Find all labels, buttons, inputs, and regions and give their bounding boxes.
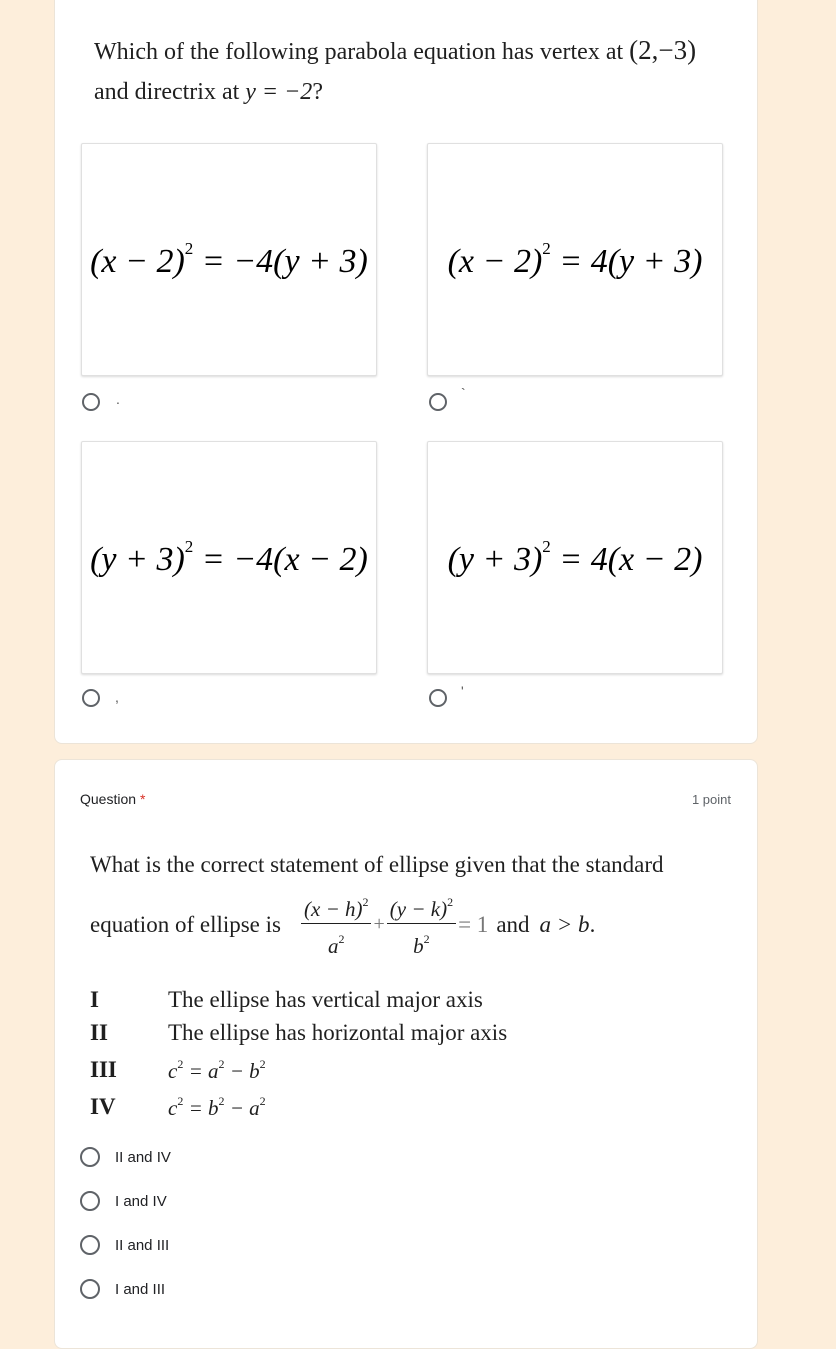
choice-radio[interactable]: [80, 1279, 100, 1299]
choice-radio[interactable]: [80, 1235, 100, 1255]
option-caption-3: ,: [115, 689, 119, 705]
choice-option[interactable]: I and IV: [80, 1190, 167, 1212]
fraction-y-term: $\frac{(y - k)^2}{b^2}$: [387, 888, 456, 961]
option-radio-2[interactable]: [429, 393, 447, 411]
equation-1: $(x - 2)^2 = -4(y + 3)$: [90, 238, 368, 280]
question-text-line2: and directrix at y = −2?: [94, 79, 323, 105]
directrix-value: y = −2: [245, 79, 313, 105]
choice-option[interactable]: I and III: [80, 1278, 165, 1300]
question-title: Question *: [80, 791, 146, 807]
option-radio-4[interactable]: [429, 689, 447, 707]
points-label: 1 point: [691, 792, 731, 807]
choice-option[interactable]: II and IV: [80, 1146, 171, 1168]
option-radio-3[interactable]: [82, 689, 100, 707]
option-image-4[interactable]: [427, 441, 723, 674]
option-radio-1[interactable]: [82, 393, 100, 411]
option-caption-1: .: [116, 391, 120, 407]
choice-radio[interactable]: [80, 1147, 100, 1167]
ellipse-question-line2: equation of ellipse is $\frac{(x - h)^2}{a^2}$ + $\frac{(y - k)^2}{b^2}$ = 1 and a > b .: [90, 888, 595, 961]
equation-2: $(x - 2)^2 = 4(y + 3)$: [447, 238, 703, 280]
condition-a-greater-b: a > b: [539, 911, 590, 937]
fraction-x-term: $\frac{(x - h)^2}{a^2}$: [301, 888, 371, 961]
option-image-2[interactable]: [427, 143, 723, 376]
choice-option[interactable]: II and III: [80, 1234, 169, 1256]
option-caption-4: ': [461, 683, 464, 699]
equation-4: $(y + 3)^2 = 4(x - 2)$: [447, 536, 703, 578]
choice-radio[interactable]: [80, 1191, 100, 1211]
option-image-1[interactable]: [81, 143, 377, 376]
required-asterisk: *: [139, 791, 146, 807]
question-card-ellipse: Question * 1 point What is the correct statement of ellipse given that the standard equation of ellipse is $\frac{(x - h)^2}{a^2}$ + $\frac{(y - k)^2}{b^2}$ = 1 and a > b . I The ellipse has vertical major axis II The ellipse has horizontal major axis III $c^2 = a^2 - b^2$ IV $c^2 = b^2 - a^2$ II and IV I and IV II and III I and III: [54, 759, 758, 1349]
ellipse-question-line1: What is the correct statement of ellipse given that the standard: [90, 852, 664, 877]
vertex-value: (2,−3): [629, 35, 697, 65]
question-card-parabola: [54, 0, 758, 744]
option-image-3[interactable]: [81, 441, 377, 674]
question-text-line1: Which of the following parabola equation has vertex at (2,−3): [94, 35, 697, 65]
equation-3: $(y + 3)^2 = -4(x - 2)$: [90, 536, 368, 578]
option-caption-2: `: [461, 385, 466, 401]
